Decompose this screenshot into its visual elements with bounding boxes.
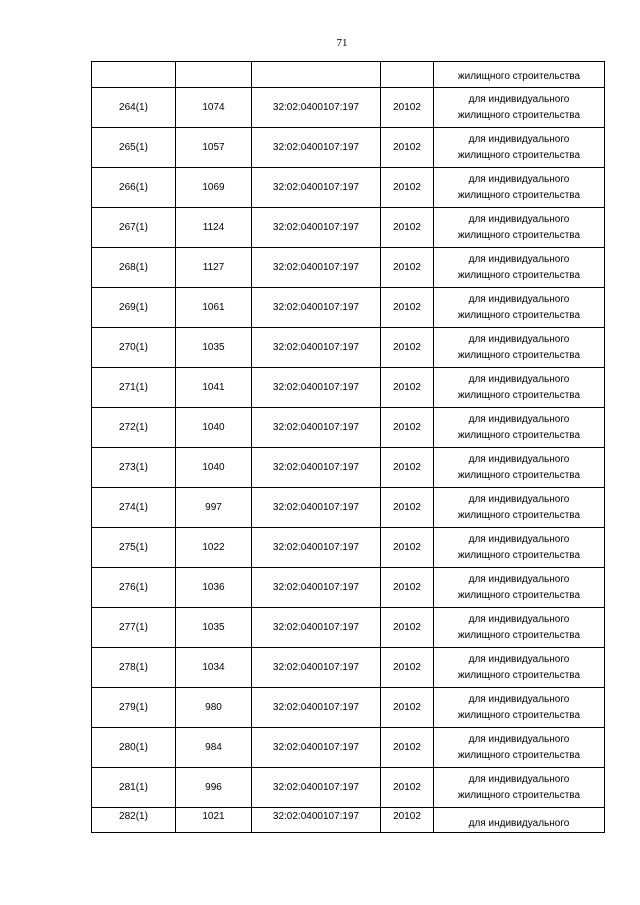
cadastral-number-cell: 32:02:0400107:197 [252,808,381,833]
land-use-code-cell: 20102 [381,168,434,208]
purpose-cell [434,648,605,688]
cadastral-number-cell [252,62,381,88]
area-cell: 1035 [176,608,252,648]
table-row [92,688,605,728]
land-use-code-cell: 20102 [381,248,434,288]
plot-number-cell: 281(1) [92,768,176,808]
purpose-line-1: для индивидуального [468,293,570,305]
plot-number-cell: 277(1) [92,608,176,648]
cadastral-number-cell: 32:02:0400107:197 [252,768,381,808]
purpose-line-1: для индивидуального [468,253,570,265]
land-use-code-cell: 20102 [381,328,434,368]
purpose-cell [434,288,605,328]
purpose-cell [434,448,605,488]
area-cell: 1127 [176,248,252,288]
land-use-code-cell: 20102 [381,608,434,648]
land-use-code-cell: 20102 [381,128,434,168]
purpose-cell [434,88,605,128]
area-cell: 980 [176,688,252,728]
plot-number-cell: 282(1) [92,808,176,833]
table-row [92,128,605,168]
cadastral-number-cell: 32:02:0400107:197 [252,568,381,608]
purpose-line-2: жилищного строительства [457,349,581,361]
cadastral-number-cell: 32:02:0400107:197 [252,288,381,328]
land-use-code-cell: 20102 [381,408,434,448]
purpose-line-1: для индивидуального [468,533,570,545]
purpose-line-2: жилищного строительства [457,149,581,161]
purpose-line-2: жилищного строительства [457,309,581,321]
cadastral-number-cell: 32:02:0400107:197 [252,728,381,768]
plot-number-cell: 270(1) [92,328,176,368]
plot-number-cell: 265(1) [92,128,176,168]
purpose-line-1: для индивидуального [468,93,570,105]
purpose-line-2: жилищного строительства [457,189,581,201]
land-plot-table [91,61,605,833]
purpose-line-2: жилищного строительства [457,629,581,641]
purpose-cell [434,608,605,648]
table-row [92,328,605,368]
land-use-code-cell: 20102 [381,448,434,488]
purpose-cell [434,488,605,528]
land-use-code-cell: 20102 [381,688,434,728]
cadastral-number-cell: 32:02:0400107:197 [252,408,381,448]
table-row [92,448,605,488]
purpose-line-1: для индивидуального [468,133,570,145]
purpose-line-2: жилищного строительства [457,669,581,681]
plot-number-cell: 271(1) [92,368,176,408]
cadastral-number-cell: 32:02:0400107:197 [252,248,381,288]
purpose-line-1: для индивидуального [468,773,570,785]
purpose-line-1: для индивидуального [468,173,570,185]
purpose-line-1: для индивидуального [468,653,570,665]
plot-number-cell: 278(1) [92,648,176,688]
purpose-cell [434,128,605,168]
land-use-code-cell: 20102 [381,488,434,528]
land-use-code-cell: 20102 [381,208,434,248]
area-cell: 1069 [176,168,252,208]
area-cell: 1035 [176,328,252,368]
purpose-cell [434,528,605,568]
purpose-line-2: жилищного строительства [457,109,581,121]
table-row [92,488,605,528]
cadastral-number-cell: 32:02:0400107:197 [252,88,381,128]
area-cell: 1022 [176,528,252,568]
purpose-cell [434,568,605,608]
land-use-code-cell: 20102 [381,568,434,608]
cadastral-number-cell: 32:02:0400107:197 [252,648,381,688]
table-row [92,248,605,288]
table-row [92,168,605,208]
cadastral-number-cell: 32:02:0400107:197 [252,328,381,368]
purpose-line-2: жилищного строительства [457,389,581,401]
plot-number-cell: 268(1) [92,248,176,288]
cadastral-number-cell: 32:02:0400107:197 [252,168,381,208]
plot-number-cell: 280(1) [92,728,176,768]
purpose-line-2: жилищного строительства [457,549,581,561]
area-cell: 1036 [176,568,252,608]
land-use-code-cell: 20102 [381,528,434,568]
table-row [92,208,605,248]
purpose-cell [434,688,605,728]
area-cell: 1041 [176,368,252,408]
cadastral-number-cell: 32:02:0400107:197 [252,528,381,568]
purpose-cell [434,728,605,768]
cadastral-number-cell: 32:02:0400107:197 [252,448,381,488]
purpose-line-1: для индивидуального [468,413,570,425]
purpose-line-2: жилищного строительства [457,429,581,441]
purpose-cell [434,248,605,288]
table-row [92,88,605,128]
purpose-line-2: жилищного строительства [457,469,581,481]
area-cell: 1034 [176,648,252,688]
purpose-line-1: для индивидуального [468,693,570,705]
purpose-line-1: для индивидуального [468,733,570,745]
land-use-code-cell: 20102 [381,88,434,128]
plot-number-cell: 267(1) [92,208,176,248]
cadastral-number-cell: 32:02:0400107:197 [252,488,381,528]
table-row [92,568,605,608]
area-cell [176,62,252,88]
purpose-line-2: жилищного строительства [457,789,581,801]
land-use-code-cell [381,62,434,88]
purpose-line-2: жилищного строительства [457,71,581,82]
area-cell: 1074 [176,88,252,128]
cadastral-number-cell: 32:02:0400107:197 [252,688,381,728]
purpose-cell [434,208,605,248]
purpose-line-1: для индивидуального [468,453,570,465]
purpose-line-1: для индивидуального [468,213,570,225]
plot-number-cell: 273(1) [92,448,176,488]
purpose-line-2: жилищного строительства [457,269,581,281]
cadastral-number-cell: 32:02:0400107:197 [252,128,381,168]
plot-number-cell: 274(1) [92,488,176,528]
table-row [92,648,605,688]
table-row [92,408,605,448]
purpose-cell [434,768,605,808]
page-number: 71 [336,37,348,49]
cadastral-number-cell: 32:02:0400107:197 [252,368,381,408]
area-cell: 984 [176,728,252,768]
table-row-continued [92,62,605,88]
purpose-line-2: жилищного строительства [457,229,581,241]
plot-number-cell: 266(1) [92,168,176,208]
area-cell: 1061 [176,288,252,328]
cadastral-number-cell: 32:02:0400107:197 [252,208,381,248]
area-cell: 1124 [176,208,252,248]
plot-number-cell: 275(1) [92,528,176,568]
area-cell: 996 [176,768,252,808]
purpose-line-2: жилищного строительства [457,589,581,601]
land-use-code-cell: 20102 [381,368,434,408]
purpose-line-1: для индивидуального [468,493,570,505]
purpose-cell [434,62,605,88]
plot-number-cell: 264(1) [92,88,176,128]
plot-number-cell: 272(1) [92,408,176,448]
purpose-cell [434,408,605,448]
purpose-line-2: жилищного строительства [457,749,581,761]
table-row [92,728,605,768]
area-cell: 1040 [176,448,252,488]
land-use-code-cell: 20102 [381,288,434,328]
table-row [92,608,605,648]
plot-number-cell: 269(1) [92,288,176,328]
purpose-cell [434,168,605,208]
plot-number-cell [92,62,176,88]
purpose-line-2: жилищного строительства [457,709,581,721]
purpose-line-2: жилищного строительства [457,509,581,521]
purpose-line-1: для индивидуального [468,613,570,625]
land-use-code-cell: 20102 [381,808,434,833]
table-row [92,768,605,808]
purpose-line-1: для индивидуального [468,373,570,385]
land-use-code-cell: 20102 [381,648,434,688]
area-cell: 1057 [176,128,252,168]
table-row [92,808,605,833]
area-cell: 1040 [176,408,252,448]
purpose-cell [434,368,605,408]
table-row [92,528,605,568]
cadastral-number-cell: 32:02:0400107:197 [252,608,381,648]
purpose-cell [434,808,605,833]
land-use-code-cell: 20102 [381,728,434,768]
purpose-line-1: для индивидуального [468,333,570,345]
area-cell: 997 [176,488,252,528]
purpose-cell [434,328,605,368]
purpose-line-1: для индивидуального [468,818,570,829]
table-row [92,288,605,328]
table-row [92,368,605,408]
land-use-code-cell: 20102 [381,768,434,808]
plot-number-cell: 276(1) [92,568,176,608]
area-cell: 1021 [176,808,252,833]
purpose-line-1: для индивидуального [468,573,570,585]
plot-number-cell: 279(1) [92,688,176,728]
